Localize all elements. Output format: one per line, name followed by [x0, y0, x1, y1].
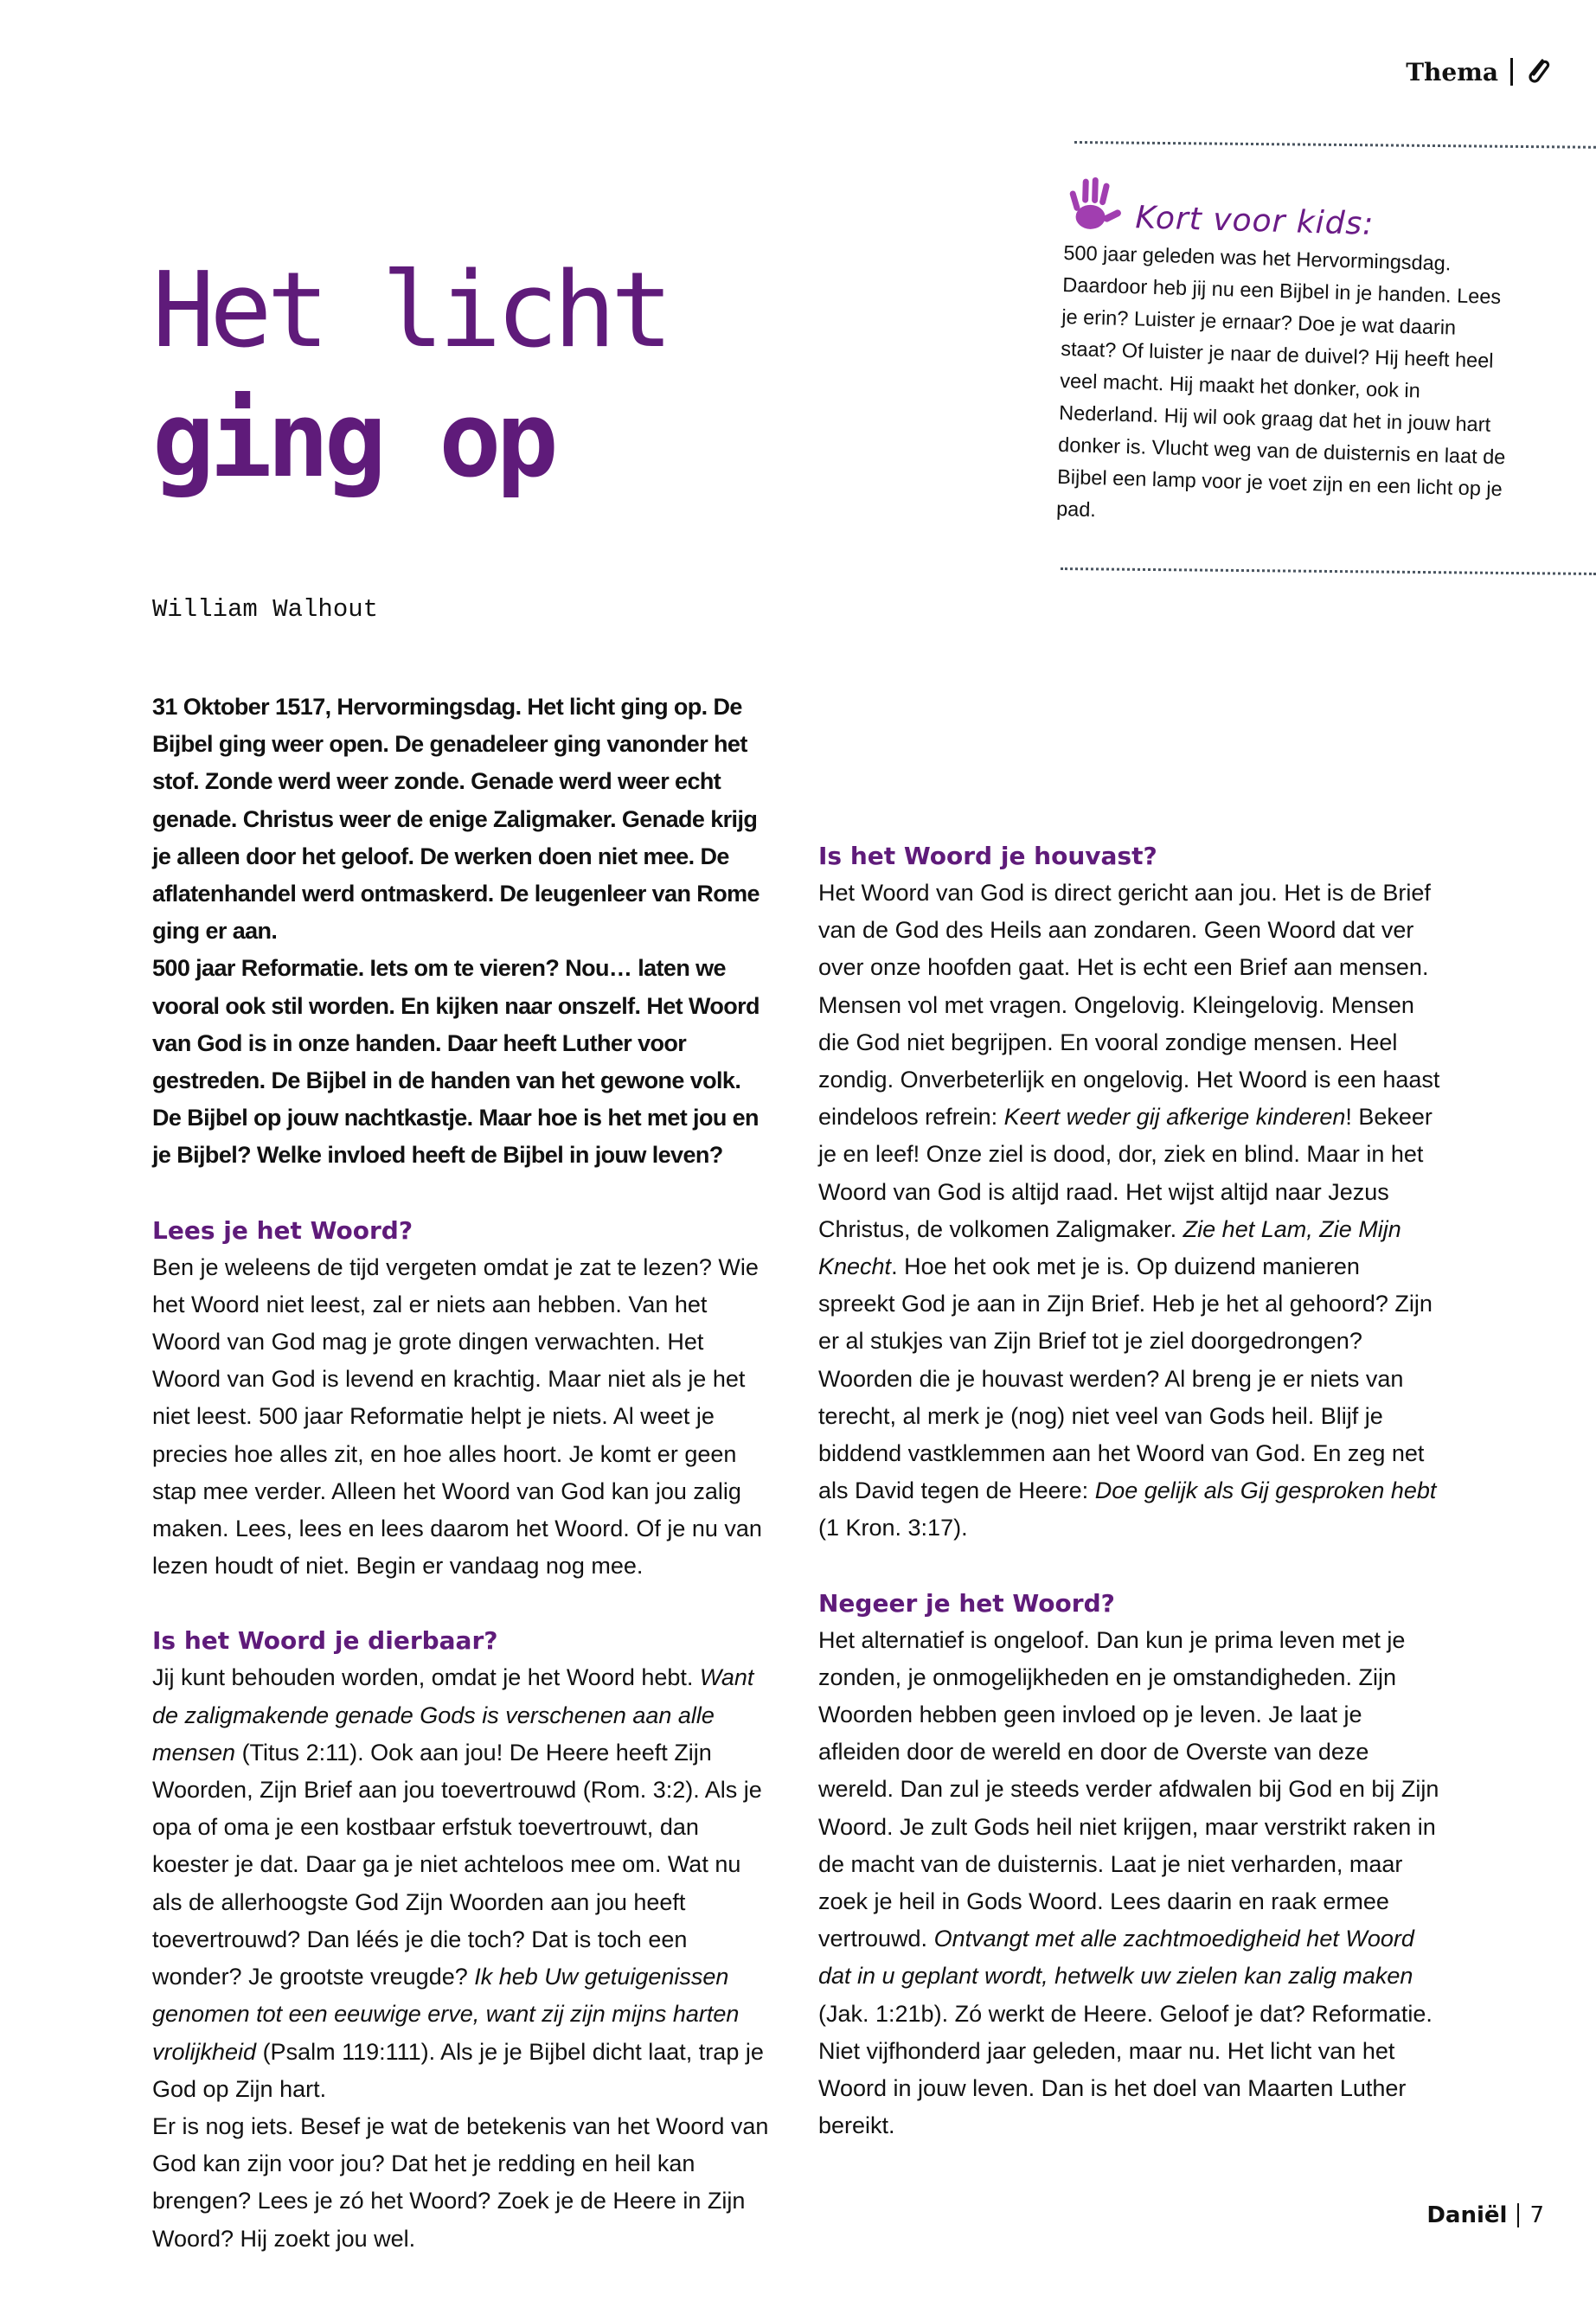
section-heading: Lees je het Woord? — [152, 1215, 413, 1245]
title-line-2: ging op — [152, 381, 554, 501]
text-run: Het alternatief is ongeloof. Dan kun je prima leven met je zonden, je onmogelijkheden en je omstandigheden. Zijn Woorden hebben geen invloed op je leven. Je laat je afleiden door de wereld en door de Overste van deze wereld. Dan zul je steeds verder afdwalen bij God en bij Zijn Woord. Je zult Gods heil niet krijgen, maar verstrikt raken in de macht van de duisternis. Laat je niet verharden, maar zoek je heil in Gods Woord. Lees daarin en raak ermee vertrouwd. — [818, 1626, 1439, 1952]
article-column-left — [152, 689, 775, 2258]
kids-box-header — [1064, 173, 1516, 247]
section-heading: Negeer je het Woord? — [818, 1588, 1115, 1618]
continued-text-space — [818, 689, 1441, 837]
text-run: (1 Kron. 3:17). — [818, 1515, 968, 1541]
text-run: Jij kunt behouden worden, omdat je het Woord hebt. — [152, 1664, 700, 1691]
bible-quote: Zie het Lam, Zie Mijn Knecht — [818, 1215, 1401, 1280]
dotted-divider-top — [1074, 141, 1596, 149]
bible-quote: Keert weder gij afkerige kinderen — [1003, 1104, 1346, 1131]
section-paragraph: Ben je weleens de tijd vergeten omdat je zat te lezen? Wie het Woord niet leest, zal er niets aan hebben. Van het Woord van God mag je grote dingen verwachten. Het Woord van God is levend en krachtig. Maar niet als je het niet leest. 500 jaar Reformatie helpt je niets. Al weet je precies hoe alles zit, en hoe alles hoort. Je komt er geen stap mee verder. Alleen het Woord van God kan jou zalig maken. Lees, lees en lees daarom het Woord. Of je nu van lezen houdt of niet. Begin er vandaag nog mee. — [152, 1253, 762, 1580]
section-heading: Is het Woord je dierbaar? — [152, 1626, 498, 1656]
paperclip-icon — [1525, 57, 1551, 87]
text-run: ! Bekeer je en leef! Onze ziel is dood, dor, ziek en blind. Maar in het Woord van God is altijd raad. Het wijst altijd naar Jezus Christus, de volkomen Zaligmaker. — [818, 1104, 1433, 1242]
kids-box-title: Kort voor kids: — [1135, 200, 1375, 242]
text-run: (Jak. 1:21b). Zó werkt de Heere. Geloof je dat? Reformatie. Niet vijfhonderd jaar geleden, maar nu. Het licht van het Woord in jouw leven. Dan is het doel van Maarten Luther bereikt. — [818, 2000, 1433, 2139]
divider — [1517, 2203, 1519, 2227]
section-label: Thema — [1406, 57, 1498, 87]
text-run: (Titus 2:11). Ook aan jou! De Heere heeft Zijn Woorden, Zijn Brief aan jou toevertrouwd (Rom. 3:2). Als je opa of oma je een kostbaar erfstuk toevertrouwt, dan koester je dat. Daar ga je niet achteloos mee om. Wat nu als de allerhoogste God Zijn Woorden aan jou heeft toevertrouwd? Dan léés je die toch? Dat is toch een wonder? Je grootste vreugde? — [152, 1739, 762, 1990]
text-run: . Hoe het ook met je is. Op duizend manieren spreekt God je aan in Zijn Brief. Heb je het al gehoord? Zijn er al stukjes van Zijn Brief tot je ziel doorgedrongen? Woorden die je houvast werden? Al breng je er niets van terecht, al merk je (nog) niet veel van Gods heil. Blijf je biddend vastklemmen aan het Woord van God. En zeg net als David tegen de Heere: — [818, 1253, 1433, 1504]
bible-quote: Ik heb Uw getuigenissen genomen tot een eeuwige erve, want zij zijn mijns harten vrolijkheid — [152, 1964, 740, 2065]
bible-quote: Ontvangt met alle zachtmoedigheid het Woord dat in u geplant wordt, hetwelk uw zielen kan zalig maken — [818, 1926, 1414, 1990]
section-paragraph: Er is nog iets. Besef je wat de betekenis van het Woord van God kan zijn voor jou? Dat het je redding en heil kan brengen? Lees je zó het Woord? Zoek je de Heere in Zijn Woord? Hij zoekt jou wel. — [152, 2112, 769, 2252]
author-byline: William Walhout — [152, 595, 379, 624]
magazine-name: Daniël — [1426, 2202, 1508, 2228]
handprint-icon — [1064, 173, 1128, 237]
article-column-right-content — [818, 689, 1441, 2145]
bible-quote: Doe gelijk als Gij gesproken hebt — [1094, 1477, 1437, 1504]
divider — [1510, 58, 1513, 86]
kids-box-text: 500 jaar geleden was het Hervormingsdag. Daardoor heb jij nu een Bijbel in je handen. Lees je erin? Luister je ernaar? Doe je wat daarin staat? Of luister je naar de duivel? Hij heeft heel veel macht. Hij maakt het donker, ook in Nederland. Hij wil ook graag dat het in jouw hart donker is. Vlucht weg van de duisternis en laat de Bijbel een lamp voor je voet zijn en een licht op je pad. — [1055, 240, 1506, 522]
intro-paragraph-1: 31 Oktober 1517, Hervormingsdag. Het licht ging op. De Bijbel ging weer open. De genadeleer ging vanonder het stof. Zonde werd weer zonde. Genade werd weer echt genade. Christus weer de enige Zaligmaker. Genade krijg je alleen door het geloof. De werken doen niet mee. De aflatenhandel werd ontmaskerd. De leugenleer van Rome ging er aan. — [152, 694, 760, 945]
text-run: (Psalm 119:111). Als je je Bijbel dicht laat, trap je God op Zijn hart. — [152, 2038, 764, 2102]
page-number: 7 — [1529, 2202, 1544, 2228]
section-paragraph — [152, 1659, 775, 2107]
page-footer — [1426, 2202, 1544, 2228]
text-run: Het Woord van God is direct gericht aan jou. Het is de Brief van de God des Heils aan zondaren. Geen Woord dat ver over onze hoofden gaat. Het is echt een Brief aan mensen. Mensen vol met vragen. Ongelovig. Kleingelovig. Mensen die God niet begrijpen. En vooral zondige mensen. Heel zondig. Onverbeterlijk en ongelovig. Het Woord is een haast eindeloos refrein: — [818, 880, 1440, 1131]
title-line-1: Het licht — [152, 251, 669, 371]
section-paragraph — [818, 1622, 1441, 2145]
bible-quote: Want de zaligmakende genade Gods is verschenen aan alle mensen — [152, 1664, 754, 1766]
section-header — [1406, 57, 1551, 87]
kids-box — [1056, 173, 1516, 537]
section-paragraph — [818, 875, 1441, 1548]
intro-paragraph-2: 500 jaar Reformatie. Iets om te vieren? Nou… laten we vooral ook stil worden. En kijken naar onszelf. Het Woord van God is in onze handen. Daar heeft Luther voor gestreden. De Bijbel in de handen van het gewone volk. De Bijbel op jouw nachtkastje. Maar hoe is het met jou en je Bijbel? Welke invloed heeft de Bijbel in jouw leven? — [152, 955, 760, 1169]
section-heading: Is het Woord je houvast? — [818, 842, 1157, 870]
article-title — [152, 251, 669, 501]
dotted-divider-bottom — [1061, 567, 1596, 575]
